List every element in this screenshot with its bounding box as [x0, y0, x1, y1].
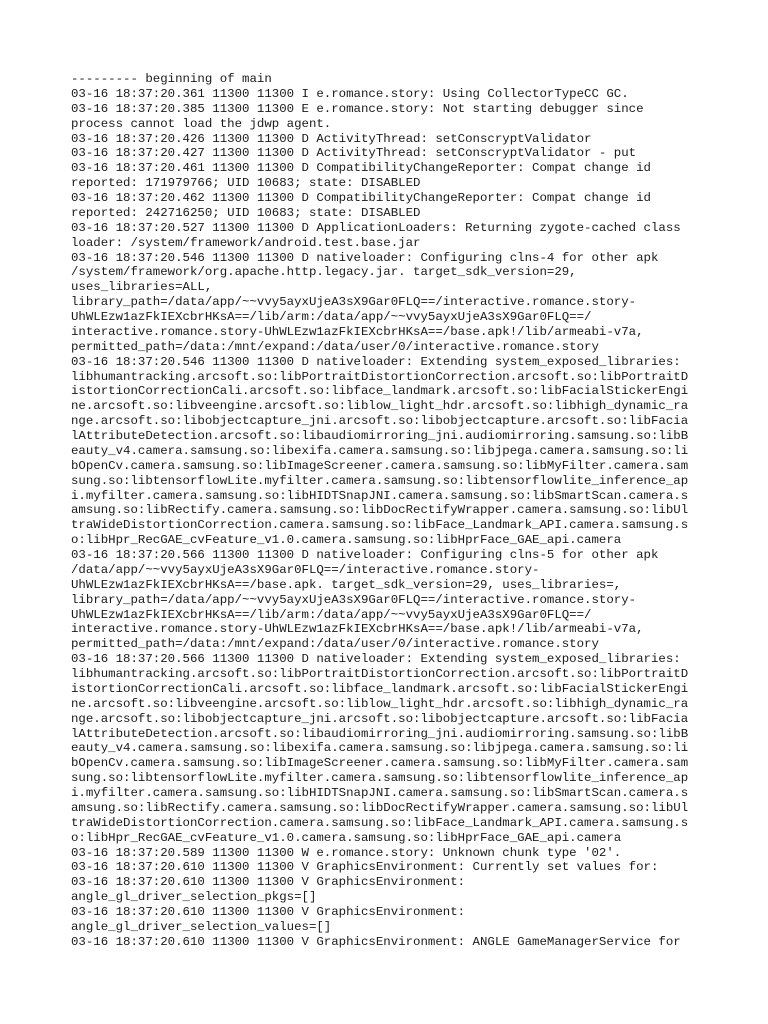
log-line: istortionCorrectionCali.arcsoft.so:libface_landmark.arcsoft.so:libFacialStickerEngi — [71, 681, 689, 696]
log-line: bOpenCv.camera.samsung.so:libImageScreener.camera.samsung.so:libMyFilter.camera.sam — [71, 458, 689, 473]
log-line: nge.arcsoft.so:libobjectcapture_jni.arcsoft.so:libobjectcapture.arcsoft.so:libFacia — [71, 414, 689, 429]
log-line: bOpenCv.camera.samsung.so:libImageScreener.camera.samsung.so:libMyFilter.camera.sam — [71, 756, 689, 771]
log-line: eauty_v4.camera.samsung.so:libexifa.camera.samsung.so:libjpega.camera.samsung.so:li — [71, 741, 689, 756]
log-line: 03-16 18:37:20.610 11300 11300 V GraphicsEnvironment: — [71, 875, 466, 890]
log-line: process cannot load the jdwp agent. — [71, 116, 332, 131]
log-line: 03-16 18:37:20.566 11300 11300 D nativeloader: Configuring clns-5 for other apk — [71, 548, 659, 562]
log-line: /system/framework/org.apache.http.legacy.jar. target_sdk_version=29, — [71, 265, 577, 280]
log-line: 03-16 18:37:20.361 11300 11300 I e.romance.story: Using CollectorTypeCC GC. — [71, 86, 629, 101]
log-line: traWideDistortionCorrection.camera.samsung.so:libFace_Landmark_API.camera.samsung.s — [71, 518, 689, 533]
log-line: o:libHpr_RecGAE_cvFeature_v1.0.camera.samsung.so:libHprFace_GAE_api.camera — [71, 533, 622, 548]
log-line: 03-16 18:37:20.527 11300 11300 D ApplicationLoaders: Returning zygote-cached class — [71, 220, 681, 235]
log-line: loader: /system/framework/android.test.base.jar — [71, 235, 421, 250]
log-line: 03-16 18:37:20.385 11300 11300 E e.romance.story: Not starting debugger since — [71, 101, 644, 116]
log-line: permitted_path=/data:/mnt/expand:/data/user/0/interactive.romance.story — [71, 637, 599, 652]
log-line: 03-16 18:37:20.462 11300 11300 D CompatibilityChangeReporter: Compat change id — [71, 191, 651, 205]
log-line: UhWLEzw1azFkIEXcbrHKsA==/lib/arm:/data/app/~~vvy5ayxUjeA3sX9Gar0FLQ==/ — [71, 607, 592, 622]
log-line: reported: 242716250; UID 10683; state: DISABLED — [71, 205, 421, 220]
log-document — [71, 72, 701, 950]
log-line: 03-16 18:37:20.427 11300 11300 D ActivityThread: setConscryptValidator - put — [71, 146, 637, 161]
log-line: uses_libraries=ALL, — [71, 280, 213, 295]
log-line: 03-16 18:37:20.610 11300 11300 V GraphicsEnvironment: Currently set values for: — [71, 860, 659, 875]
log-line: 03-16 18:37:20.589 11300 11300 W e.romance.story: Unknown chunk type '02'. — [71, 845, 622, 860]
log-line: interactive.romance.story-UhWLEzw1azFkIEXcbrHKsA==/base.apk!/lib/armeabi-v7a, — [71, 324, 644, 339]
log-line: libhumantracking.arcsoft.so:libPortraitDistortionCorrection.arcsoft.so:libPortraitD — [71, 667, 689, 681]
log-line: library_path=/data/app/~~vvy5ayxUjeA3sX9Gar0FLQ==/interactive.romance.story- — [71, 295, 637, 310]
log-line: 03-16 18:37:20.566 11300 11300 D nativeloader: Extending system_exposed_libraries: — [71, 652, 681, 667]
log-line: traWideDistortionCorrection.camera.samsung.so:libFace_Landmark_API.camera.samsung.s — [71, 815, 689, 830]
log-line: 03-16 18:37:20.426 11300 11300 D ActivityThread: setConscryptValidator — [71, 131, 592, 146]
log-line: lAttributeDetection.arcsoft.so:libaudiomirroring_jni.audiomirroring.samsung.so:libB — [71, 726, 689, 741]
log-line: permitted_path=/data:/mnt/expand:/data/user/0/interactive.romance.story — [71, 339, 599, 354]
log-line: amsung.so:libRectify.camera.samsung.so:libDocRectifyWrapper.camera.samsung.so:libUl — [71, 800, 689, 815]
log-line: /data/app/~~vvy5ayxUjeA3sX9Gar0FLQ==/interactive.romance.story- — [71, 562, 540, 577]
log-line: --------- beginning of main — [71, 72, 272, 86]
log-line: library_path=/data/app/~~vvy5ayxUjeA3sX9Gar0FLQ==/interactive.romance.story- — [71, 592, 637, 607]
log-line: lAttributeDetection.arcsoft.so:libaudiomirroring_jni.audiomirroring.samsung.so:libB — [71, 429, 689, 443]
log-line: angle_gl_driver_selection_pkgs=[] — [71, 890, 317, 905]
log-line: libhumantracking.arcsoft.so:libPortraitDistortionCorrection.arcsoft.so:libPortraitD — [71, 369, 689, 384]
log-line: 03-16 18:37:20.610 11300 11300 V GraphicsEnvironment: — [71, 905, 466, 919]
log-line: nge.arcsoft.so:libobjectcapture_jni.arcsoft.so:libobjectcapture.arcsoft.so:libFacia — [71, 711, 689, 726]
log-line: i.myfilter.camera.samsung.so:libHIDTSnapJNI.camera.samsung.so:libSmartScan.camera.s — [71, 488, 689, 503]
log-line: UhWLEzw1azFkIEXcbrHKsA==/base.apk. target_sdk_version=29, uses_libraries=, — [71, 577, 622, 592]
log-line: eauty_v4.camera.samsung.so:libexifa.camera.samsung.so:libjpega.camera.samsung.so:li — [71, 443, 689, 458]
log-line: reported: 171979766; UID 10683; state: DISABLED — [71, 176, 421, 191]
log-line: angle_gl_driver_selection_values=[] — [71, 919, 332, 934]
log-line: i.myfilter.camera.samsung.so:libHIDTSnapJNI.camera.samsung.so:libSmartScan.camera.s — [71, 786, 689, 800]
log-line: amsung.so:libRectify.camera.samsung.so:libDocRectifyWrapper.camera.samsung.so:libUl — [71, 503, 689, 518]
log-line: 03-16 18:37:20.610 11300 11300 V GraphicsEnvironment: ANGLE GameManagerService for — [71, 934, 681, 949]
log-line: 03-16 18:37:20.546 11300 11300 D nativeloader: Extending system_exposed_libraries: — [71, 354, 681, 369]
log-line: UhWLEzw1azFkIEXcbrHKsA==/lib/arm:/data/app/~~vvy5ayxUjeA3sX9Gar0FLQ==/ — [71, 310, 592, 324]
log-line: sung.so:libtensorflowLite.myfilter.camera.samsung.so:libtensorflowlite_inference_ap — [71, 771, 689, 786]
log-line: o:libHpr_RecGAE_cvFeature_v1.0.camera.samsung.so:libHprFace_GAE_api.camera — [71, 830, 622, 845]
log-line: sung.so:libtensorflowLite.myfilter.camera.samsung.so:libtensorflowlite_inference_ap — [71, 473, 689, 488]
log-line: istortionCorrectionCali.arcsoft.so:libface_landmark.arcsoft.so:libFacialStickerEngi — [71, 384, 689, 399]
log-line: ne.arcsoft.so:libveengine.arcsoft.so:liblow_light_hdr.arcsoft.so:libhigh_dynamic_ra — [71, 399, 689, 414]
log-line: 03-16 18:37:20.461 11300 11300 D CompatibilityChangeReporter: Compat change id — [71, 161, 651, 176]
log-line: interactive.romance.story-UhWLEzw1azFkIEXcbrHKsA==/base.apk!/lib/armeabi-v7a, — [71, 622, 644, 637]
log-line: 03-16 18:37:20.546 11300 11300 D nativeloader: Configuring clns-4 for other apk — [71, 250, 659, 265]
log-line: ne.arcsoft.so:libveengine.arcsoft.so:liblow_light_hdr.arcsoft.so:libhigh_dynamic_ra — [71, 696, 689, 711]
